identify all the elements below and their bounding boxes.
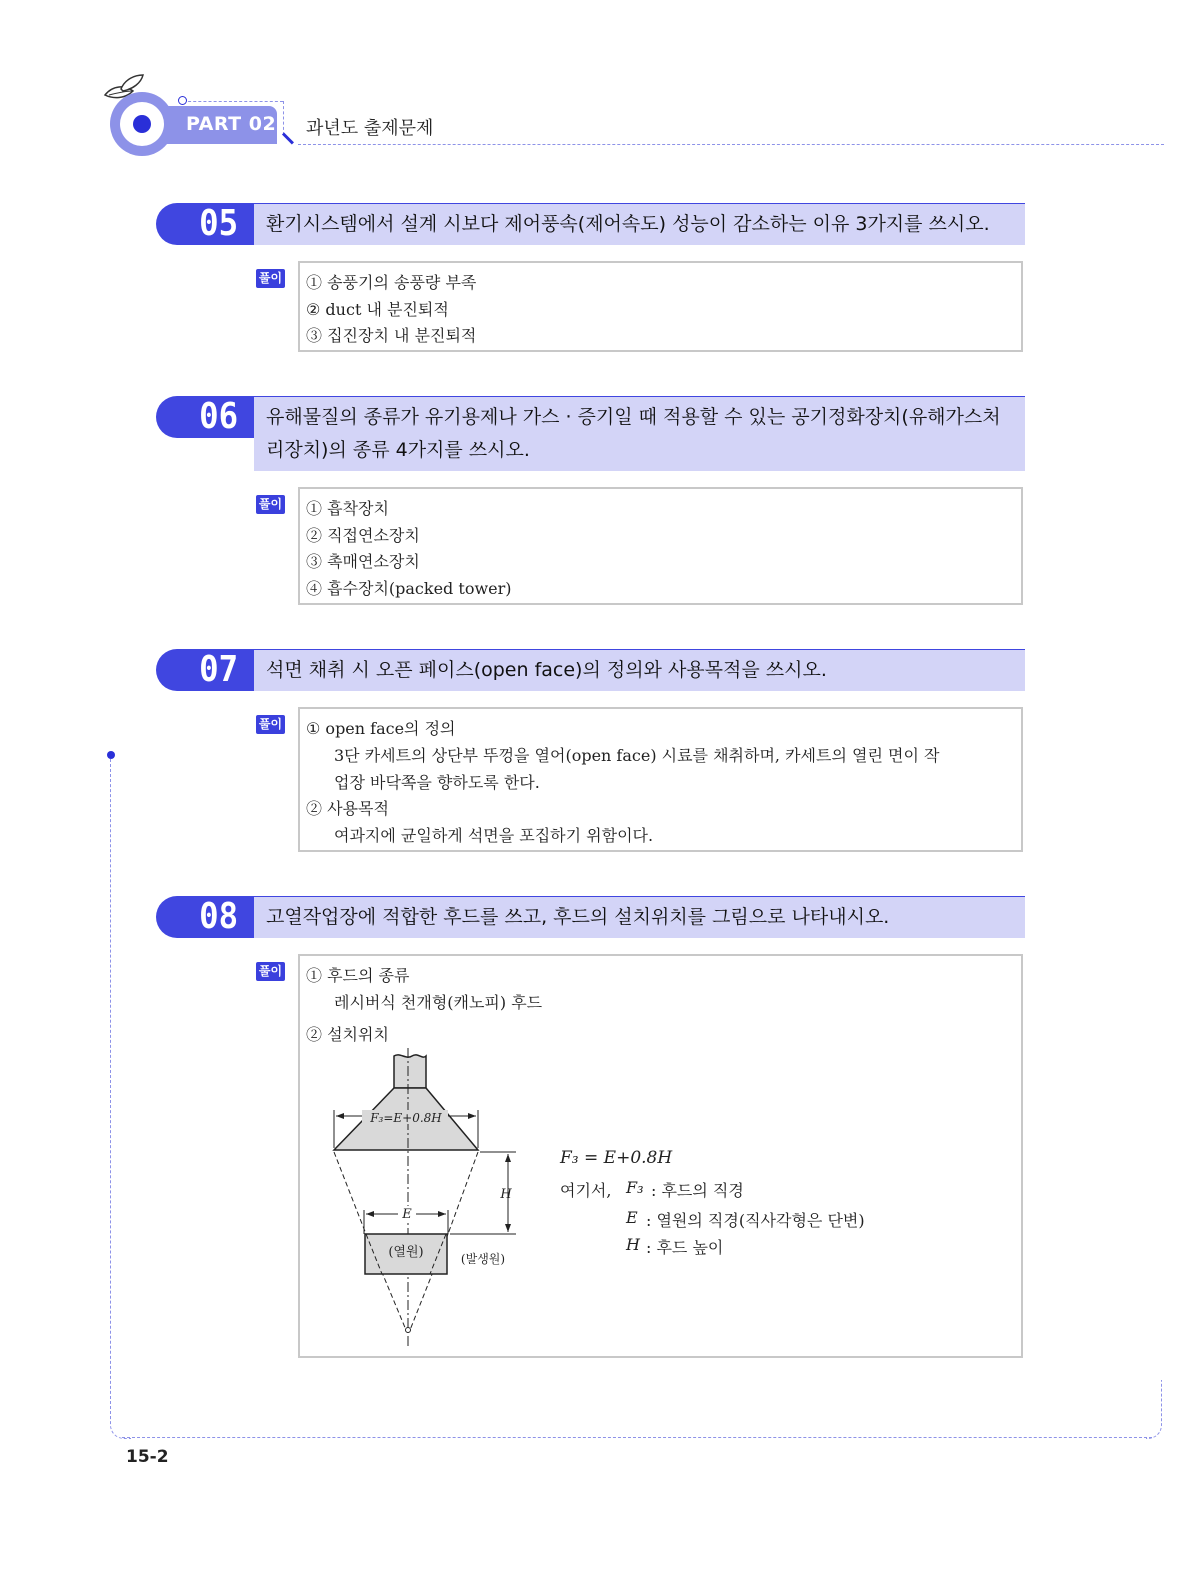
solution-line: ③ 촉매연소장치	[306, 552, 420, 571]
header-dash-top	[183, 101, 283, 102]
header-slash-mark	[282, 132, 294, 144]
f3-description: : 후드의 직경	[651, 1181, 744, 1200]
hood-formula: F₃ = E+0.8H	[560, 1148, 673, 1168]
question-number: 07	[156, 649, 254, 691]
solution-line: ① open face의 정의	[306, 719, 456, 738]
canopy-hood-diagram	[320, 1048, 540, 1348]
e-symbol: E	[626, 1208, 638, 1227]
solution-line: ① 흡착장치	[306, 499, 389, 518]
formula-intro: 여기서,	[560, 1181, 612, 1200]
focus-point	[406, 1328, 411, 1333]
h-description: : 후드 높이	[646, 1238, 724, 1257]
footer-rule	[122, 1437, 1152, 1438]
h-symbol: H	[626, 1235, 640, 1254]
question-text: 유해물질의 종류가 유기용제나 가스 · 증기일 때 적용할 수 있는 공기정화장치(유해가스처	[266, 406, 1001, 428]
header-dot-icon	[133, 115, 151, 133]
margin-corner	[110, 1418, 131, 1439]
question-text: 고열작업장에 적합한 후드를 쓰고, 후드의 설치위치를 그림으로 나타내시오.	[266, 906, 890, 928]
header-ring-icon	[178, 96, 187, 105]
solution-badge: 풀이	[256, 269, 285, 288]
solution-line: 업장 바닥쪽을 향하도록 한다.	[334, 773, 540, 792]
solution-line: ② 직접연소장치	[306, 526, 420, 545]
chapter-title: 과년도 출제문제	[306, 118, 434, 139]
question-number: 08	[156, 896, 254, 938]
part-label: PART 02	[186, 113, 277, 135]
f3-dimension-label: F₃=E+0.8H	[370, 1111, 442, 1125]
f3-symbol: F₃	[626, 1178, 644, 1197]
e-description: : 열원의 직경(직사각형은 단변)	[646, 1211, 865, 1230]
solution-line: 여과지에 균일하게 석면을 포집하기 위함이다.	[334, 826, 654, 845]
margin-rule	[110, 759, 111, 1419]
margin-dot-icon	[107, 751, 115, 759]
solution-line: ④ 흡수장치(packed tower)	[306, 579, 512, 598]
solution-line: 3단 카세트의 상단부 뚜껑을 열어(open face) 시료를 채취하며, 카세트의 열린 면이 작	[334, 746, 940, 765]
h-dimension-label: H	[500, 1187, 512, 1202]
solution-line: ② 설치위치	[306, 1025, 389, 1044]
solution-line: ② 사용목적	[306, 799, 389, 818]
question-text: 석면 채취 시 오픈 페이스(open face)의 정의와 사용목적을 쓰시오.	[266, 659, 827, 681]
question-text: 리장치)의 종류 4가지를 쓰시오.	[266, 439, 530, 461]
solution-badge: 풀이	[256, 495, 285, 514]
solution-line: ③ 집진장치 내 분진퇴적	[306, 326, 477, 345]
page-number: 15-2	[126, 1447, 169, 1467]
header-dash-vertical	[283, 101, 284, 135]
question-number: 05	[156, 203, 254, 245]
header-rule	[298, 144, 1164, 145]
source-side-label: (발생원)	[460, 1252, 506, 1266]
duct-shape	[394, 1055, 426, 1088]
solution-badge: 풀이	[256, 962, 285, 981]
question-number: 06	[156, 396, 254, 438]
heat-source-label: (열원)	[388, 1245, 424, 1260]
solution-line: ① 후드의 종류	[306, 966, 410, 985]
footer-corner	[1146, 1380, 1162, 1439]
solution-line: ② duct 내 분진퇴적	[306, 300, 449, 319]
solution-line: 레시버식 천개형(캐노피) 후드	[334, 993, 543, 1012]
question-text: 환기시스템에서 설계 시보다 제어풍속(제어속도) 성능이 감소하는 이유 3가지를 쓰시오.	[266, 213, 990, 235]
solution-badge: 풀이	[256, 715, 285, 734]
solution-line: ① 송풍기의 송풍량 부족	[306, 273, 477, 292]
e-dimension-label: E	[402, 1207, 412, 1222]
